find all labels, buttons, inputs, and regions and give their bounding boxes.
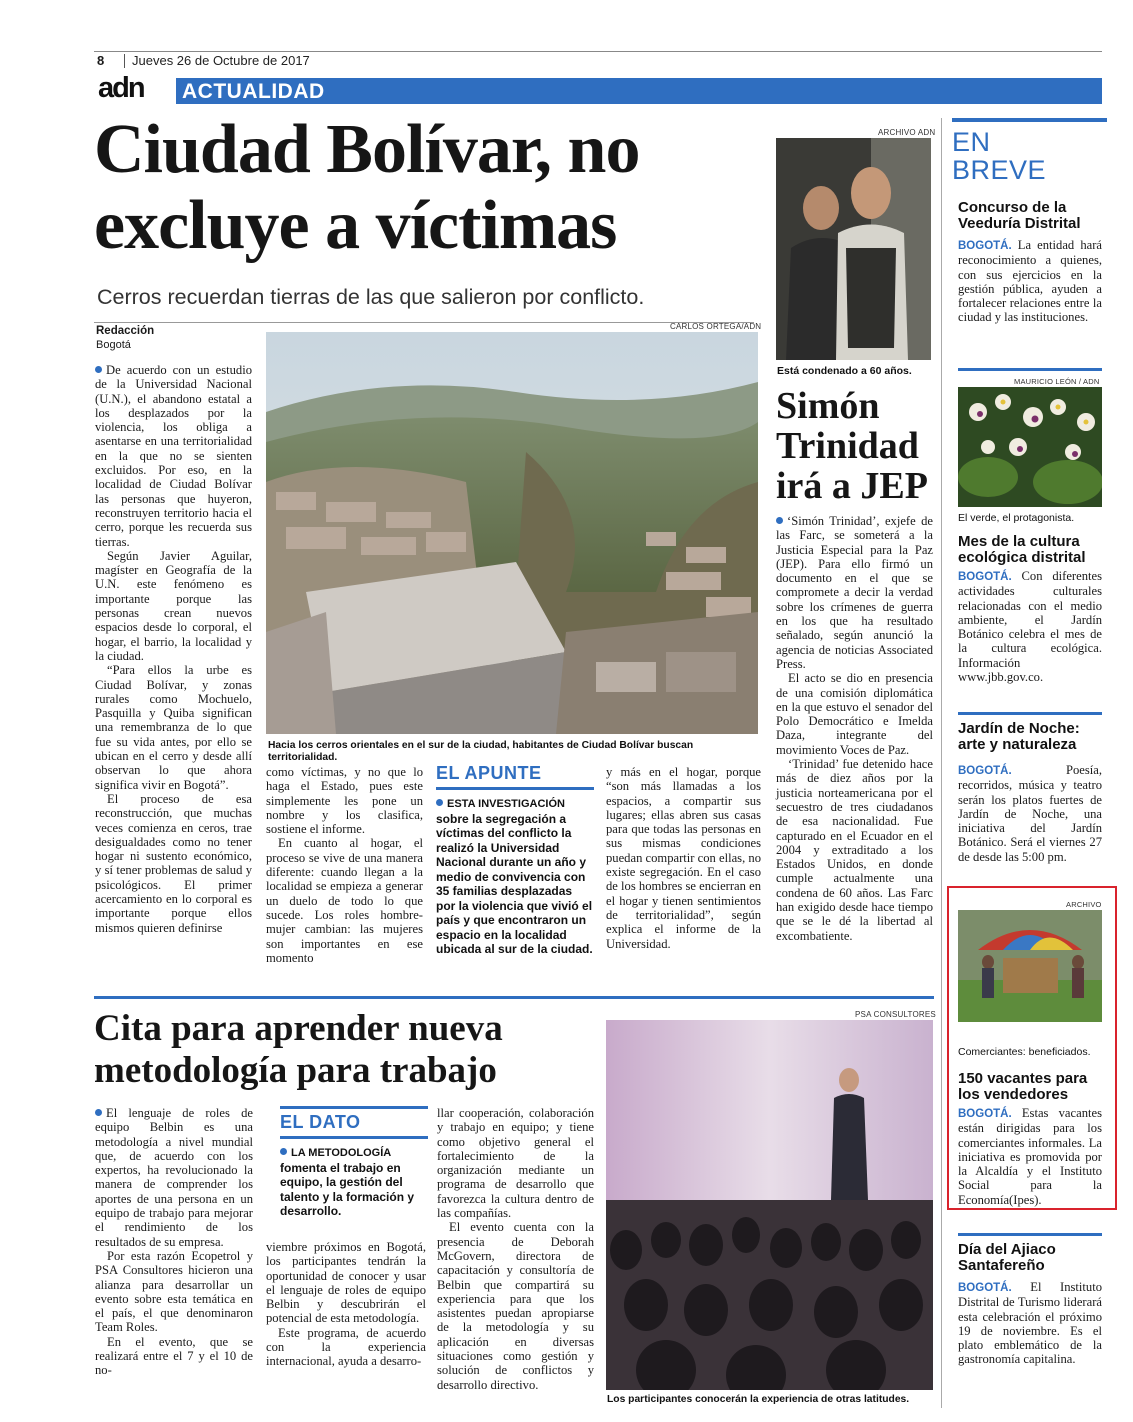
en-breve-sidebar [952, 118, 1107, 184]
apunte-text: ESTA INVESTIGACIÓN sobre la segregación a víctimas del conflicto la realizó la Universidad Nacional durante un año y medio de convivencia con 35 familias desplazadas por la violencia que vivió el país y que encontraron un espacio en la localidad ubicada al sur de la ciudad. [436, 798, 593, 956]
simon-headline-line1: Simón [776, 385, 880, 427]
cita-photo-caption: Los participantes conocerán la experiencia de otras latitudes. [607, 1394, 910, 1405]
main-headline-line1: Ciudad Bolívar, no [94, 111, 640, 188]
adn-logo: adn [98, 72, 144, 104]
simon-headline [776, 386, 936, 506]
dato-top-rule [280, 1106, 428, 1109]
dato-title: EL DATO [280, 1112, 361, 1132]
conference-photo-image [606, 1020, 933, 1390]
breve-text: BOGOTÁ. La entidad hará reconocimiento a quienes, con sus ejercicios en la gestión pública, ayuden a fortalecer relaciones entre la ciudad y las instituciones. [958, 238, 1102, 325]
simon-photo-credit: ARCHIVO ADN [878, 128, 936, 137]
breve-headline: 150 vacantes para los vendedores [958, 1070, 1088, 1103]
cita-col3-p2: El evento cuenta con la presencia de Deborah McGovern, directora de capacitación y consultoría de Belbin que compartirá su experiencia para que los asistentes puedan apropiarse de la metodología y su aplicación en diversas situaciones como gestión y solución de conflictos y desarrollo directivo. [437, 1220, 594, 1392]
section-bar [176, 78, 1102, 104]
en-breve-top-rule [952, 118, 1107, 122]
cita-headline-line1: Cita para aprender nueva [94, 1008, 503, 1049]
breve-text: BOGOTÁ. Poesía, recorridos, música y teatro serán los platos fuertes de Jardín de Noche, una iniciativa del Jardín Botánico. Será el viernes 27 de desde las 5:00 pm. [958, 763, 1102, 864]
cita-col1-p3: En el evento, que se realizará entre el 7 y el 10 de no- [95, 1334, 253, 1378]
main-headline [94, 112, 774, 264]
simon-headline-line3: irá a JEP [776, 465, 928, 507]
byline-location: Bogotá [96, 339, 131, 351]
apunte-title: EL APUNTE [436, 763, 542, 783]
bullet-icon [280, 1148, 287, 1155]
main-col2 [266, 765, 423, 965]
breve-photo-caption-4: Comerciantes: beneficiados. [958, 1046, 1091, 1058]
cita-col2-p1: viembre próximos en Bogotá, los participantes tendrán la oportunidad de conocer y usar el lenguaje de roles de equipo Belbin y descubrirán el potencial de esta metodología. [266, 1240, 426, 1326]
hillside-photo-image [266, 332, 758, 734]
main-col1-p2: Según Javier Aguilar, magíster en Geografía de la U.N. este fenómeno es importante porque las personas crean nuevos espacios desde lo corporal, el hogar, el barrio, la localidad y la ciudad. [95, 548, 252, 663]
cita-col3 [437, 1106, 594, 1392]
issue-date: Jueves 26 de Octubre de 2017 [132, 53, 310, 68]
breve-headline: Jardín de Noche: arte y naturaleza [958, 720, 1080, 753]
main-subheadline: Cerros recuerdan tierras de las que salieron por conflicto. [97, 285, 645, 309]
main-col4-p1: y más en el hogar, porque “son más llamadas a los espacios, a compartir sus lugares; ellas abren sus casas para que todas las personas en sus mismas condiciones puedan compartir con ellas, no existe segregación. En el caso de los hombres se encierran en el hogar y tienen sentimientos de territorialidad”, según explica el informe de la Universidad. [606, 765, 761, 951]
main-col1-p4: El proceso de esa reconstrucción, que muchas veces comienza en ceros, trae desigualdades como no tener hogar ni sustento económico, y sí tener problemas de salud y psicológicos. El primer acercamiento en lo corporal es importante porque ellos mismos quieren definirse [95, 791, 252, 935]
main-photo-credit: CARLOS ORTEGA/ADN [670, 322, 762, 331]
cita-col2-p2: Este programa, de acuerdo con la experiencia internacional, ayuda a desarro- [266, 1325, 426, 1369]
breve-item-ajiaco [958, 1242, 1102, 1367]
main-col2-p1: como víctimas, y no que lo haga el Estado, pues este simplemente les pone un nombre y los clasifica, sostiene el informe. [266, 765, 423, 837]
cita-photo [606, 1020, 933, 1390]
en-breve-title-line2: BREVE [952, 155, 1047, 185]
byline: Redacción [96, 325, 155, 337]
top-rule [94, 51, 1102, 52]
breve-item-veeduria [958, 200, 1102, 325]
breve-item-vacantes [958, 1071, 1102, 1207]
simon-headline-line2: Trinidad [776, 425, 919, 467]
breve-photo-2 [958, 387, 1102, 507]
sidebar-divider [941, 118, 942, 1408]
breve-headline: Concurso de la Veeduría Distrital [958, 199, 1081, 232]
main-col1-p1: De acuerdo con un estudio de la Universidad Nacional (U.N.), el abandono estatal a los desplazados por la violencia, los obliga a asentarse en una territorialidad en la que no se sienten excluidos. Por eso, en la localidad de Ciudad Bolívar las personas que huyeron, reconstruyen territorio hacia el cerro, porque les recuerda sus tierras. [95, 363, 252, 549]
simon-photo-image [776, 138, 931, 360]
page-header [94, 50, 1102, 108]
cita-col1-p1: El lenguaje de roles de equipo Belbin es una metodología a nivel mundial que, de acuerdo con los expertos, ha revolucionado la manera de comprender los aportes de una persona en un equipo de trabajo para mejorar el rendimiento de los resultados de su empresa. [95, 1106, 253, 1249]
dato-box [280, 1106, 428, 1219]
main-col1-p3: “Para ellos la urbe es Ciudad Bolívar, y zonas rurales como Mochuelo, Pasquilla y Quiba significan una remembranza de lo que fue su vida antes, por ello se ubican en el cerro y desde allí observan lo que ahora significa vivir en Bogotá”. [95, 663, 252, 792]
date-divider [124, 54, 125, 68]
cita-photo-credit: PSA CONSULTORES [855, 1010, 936, 1019]
breve-photo-credit-2: MAURICIO LEÓN / ADN [1014, 377, 1100, 386]
breve-text: BOGOTÁ. Con diferentes actividades culturales relacionadas con el medio ambiente, el Jardín Botánico celebra el mes de la cultura ecológica. Información www.jbb.gov.co. [958, 569, 1102, 685]
breve-photo-4 [958, 910, 1102, 1022]
flowers-photo-image [958, 387, 1102, 507]
apunte-rule [436, 787, 594, 790]
main-separator [94, 322, 754, 323]
bullet-icon [95, 366, 102, 373]
cita-col2 [266, 1240, 426, 1369]
breve-rule-2 [958, 368, 1102, 371]
en-breve-title [952, 128, 1107, 184]
breve-headline: Día del Ajiaco Santafereño [958, 1241, 1056, 1274]
bullet-icon [436, 799, 443, 806]
cita-headline-line2: metodología para trabajo [94, 1050, 497, 1091]
vendors-photo-image [958, 910, 1102, 1022]
simon-photo-caption: Está condenado a 60 años. [777, 365, 912, 377]
main-photo-caption: Hacia los cerros orientales en el sur de la ciudad, habitantes de Ciudad Bolívar buscan territorialidad. [268, 740, 694, 763]
dato-text: LA METODOLOGÍA fomenta el trabajo en equipo, la gestión del talento y la formación y desarrollo. [280, 1147, 415, 1218]
cita-col1 [95, 1106, 253, 1378]
cita-col1-p2: Por esta razón Ecopetrol y PSA Consultores hicieron una alianza para desarrollar un evento sobre esta temática en el país, el que denominaron Team Roles. [95, 1248, 253, 1335]
cita-headline [94, 1008, 614, 1092]
main-headline-line2: excluye a víctimas [94, 187, 617, 264]
simon-p1: ‘Simón Trinidad’, exjefe de las Farc, se someterá a la Justicia Especial para la Paz (JEP). Para ello firmó un documento en el que se compromete a decir la verdad sobre los crímenes de guerra en los que ha resultado señalado, según anunció la agencia de noticias Associated Press. [776, 514, 933, 671]
cita-col3-p1: llar cooperación, colaboración y trabajo en equipo; y tiene como objetivo general el fortalecimiento de la organización mediante un programa de desarrollo que favorezca la cultura dentro de las compañías. [437, 1106, 594, 1221]
bullet-icon [776, 517, 783, 524]
main-col1 [95, 363, 252, 935]
main-col2-p2: En cuanto al hogar, el proceso se vive de una manera diferente: cuando llegan a la localidad se empieza a generar un duelo de todo lo que sucede. Los roles hombre-mujer cambian: las mujeres son importantes en ese momento [266, 836, 423, 965]
simon-p2: El acto se dio en presencia de una comisión diplomática en la que estuvo el senador del Polo Democrático e Imelda Daza, integrante del movimiento Voces de Paz. [776, 671, 933, 757]
en-breve-title-line1: EN [952, 127, 991, 157]
dato-rule [280, 1136, 428, 1139]
main-col4 [606, 765, 761, 951]
breve-photo-credit-4: ARCHIVO [1066, 900, 1102, 909]
page-number: 8 [97, 53, 105, 68]
bullet-icon [95, 1109, 102, 1116]
breve-item-cultura [958, 534, 1102, 684]
simon-photo [776, 138, 931, 360]
breve-rule-5 [958, 1233, 1102, 1236]
breve-rule-3 [958, 712, 1102, 715]
breve-item-jardin [958, 721, 1102, 864]
breve-photo-caption-2: El verde, el protagonista. [958, 512, 1075, 524]
cita-separator [94, 996, 934, 999]
breve-text: BOGOTÁ. Estas vacantes están dirigidas para los comerciantes informales. La iniciativa es promovida por la Alcaldía y el Instituto Social para la Economía(Ipes). [958, 1106, 1102, 1207]
simon-p3: ‘Trinidad’ fue detenido hace más de diez años por la justicia norteamericana por el secuestro de tres ciudadanos de esa nacionalidad. Fue capturado en el Ecuador en el 2004 y extraditado a los Estados Unidos, en donde cumple actualmente una condena de 60 años. Las Farc han exigido desde hace tiempo que se le dé la libertad al excombatiente. [776, 757, 933, 943]
apunte-box [436, 763, 594, 957]
simon-body [776, 514, 933, 943]
main-photo [266, 332, 758, 734]
section-label: ACTUALIDAD [182, 80, 325, 103]
breve-text: BOGOTÁ. El Instituto Distrital de Turismo liderará esta celebración el próximo 19 de noviembre. Es el plato emblemático de la gastronomía capitalina. [958, 1280, 1102, 1367]
breve-headline: Mes de la cultura ecológica distrital [958, 533, 1086, 566]
